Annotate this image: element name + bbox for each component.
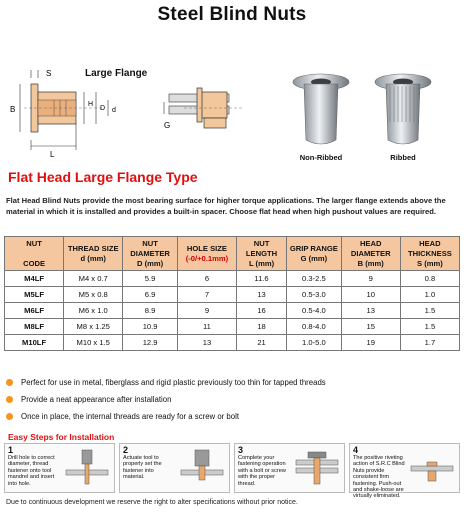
page-title: Steel Blind Nuts (157, 4, 307, 25)
step-3 (234, 443, 345, 493)
table-cell: M10LF (5, 335, 64, 351)
step-4 (349, 443, 460, 500)
table-cell: 8.9 (123, 303, 178, 319)
list-item (6, 391, 462, 408)
step-2 (119, 443, 230, 493)
dim-b-label: B (10, 105, 16, 114)
dim-h-label: H (88, 101, 94, 108)
dim-l-label: L (50, 150, 55, 159)
table-cell: 6 (177, 271, 236, 287)
table-cell: 7 (177, 287, 236, 303)
flange-label: Large Flange (85, 68, 148, 79)
table-cell: 0.5-3.0 (287, 287, 342, 303)
table-cell: 13 (177, 335, 236, 351)
dim-s-label: S (46, 69, 52, 78)
table-cell: 9 (177, 303, 236, 319)
table-cell: 9 (341, 271, 400, 287)
table-cell: 13 (237, 287, 287, 303)
footer-disclaimer: Due to continuous development we reserve the right to alter specifications without prior notice. (6, 499, 298, 506)
table-cell: M5LF (5, 287, 64, 303)
table-cell: 11.6 (237, 271, 287, 287)
table-row (5, 271, 460, 287)
table-cell: M4 x 0.7 (64, 271, 123, 287)
step-number: 2 (123, 445, 129, 455)
table-row (5, 319, 460, 335)
header-nut-length: NUT LENGTH L (mm) (237, 237, 287, 271)
list-item-text: Once in place, the internal threads are ready for a screw or bolt (21, 412, 239, 421)
dim-g-label: G (164, 121, 171, 130)
step-text: Drill hole to correct diameter, thread fastener onto tool mandrel and insert into hole. (8, 455, 55, 487)
bolt-step-icon (292, 448, 342, 490)
step-number: 3 (238, 445, 244, 455)
list-item-text: Perfect for use in metal, fiberglass and rigid plastic previously too thin for tapped threads (21, 378, 326, 387)
dim-dd-label: d (112, 107, 116, 114)
table-row (5, 335, 460, 351)
table-cell: M4LF (5, 271, 64, 287)
table-row (5, 303, 460, 319)
bullet-dot-icon (6, 413, 13, 420)
bullet-dot-icon (6, 379, 13, 386)
table-cell: M6 x 1.0 (64, 303, 123, 319)
step-text: The positive riveting action of S.R.C Blind Nuts provide consistent firm fastening. Push-out and shake-loose are virtually eliminated. (353, 455, 405, 500)
drill-step-icon (62, 448, 112, 490)
table-cell: 11 (177, 319, 236, 335)
actuate-step-icon (177, 448, 227, 490)
table-cell: 18 (237, 319, 287, 335)
table-row (5, 287, 460, 303)
header-grip-range: GRIP RANGE G (mm) (287, 237, 342, 271)
header-head-diameter: HEAD DIAMETER B (mm) (341, 237, 400, 271)
spec-table (4, 236, 460, 351)
table-cell: 0.3-2.5 (287, 271, 342, 287)
header-nut-code: NUT CODE (5, 237, 64, 271)
table-cell: M8 x 1.25 (64, 319, 123, 335)
description-text: Flat Head Blind Nuts provide the most bearing surface for higher torque applications. The larger flange extends above the material in which it is installed and provides a built-in spacer. Choose flat head when high pushout values are required. (6, 196, 446, 217)
table-cell: 5.9 (123, 271, 178, 287)
table-cell: 15 (341, 319, 400, 335)
header-nut-diameter: NUT DIAMETER D (mm) (123, 237, 178, 271)
feature-list (6, 374, 462, 425)
table-cell: M10 x 1.5 (64, 335, 123, 351)
table-cell: 16 (237, 303, 287, 319)
section-title: Flat Head Large Flange Type (8, 169, 198, 185)
list-item (6, 408, 462, 425)
table-cell: 0.8-4.0 (287, 319, 342, 335)
list-item (6, 374, 462, 391)
installation-steps (4, 443, 460, 500)
table-cell: M6LF (5, 303, 64, 319)
step-text: Actuate tool to properly set the fastener into material. (123, 455, 162, 481)
table-cell: 1.0 (400, 287, 459, 303)
table-cell: 21 (237, 335, 287, 351)
ribbed-nut-image (368, 70, 438, 150)
table-cell: 12.9 (123, 335, 178, 351)
table-cell: 1.0-5.0 (287, 335, 342, 351)
step-number: 1 (8, 445, 14, 455)
header-hole-size: HOLE SIZE (-0/+0.1mm) (177, 237, 236, 271)
step-text: Complete your fastening operation with a bolt or screw with the proper thread. (238, 455, 286, 487)
table-cell: M5 x 0.8 (64, 287, 123, 303)
table-cell: 1.7 (400, 335, 459, 351)
steps-title: Easy Steps for Installation (8, 432, 115, 442)
dim-d-label: D (100, 105, 106, 112)
table-cell: 6.9 (123, 287, 178, 303)
table-cell: 13 (341, 303, 400, 319)
non-ribbed-caption: Non-Ribbed (299, 153, 343, 162)
table-cell: 10.9 (123, 319, 178, 335)
table-header-row (5, 237, 460, 271)
table-cell: 0.5-4.0 (287, 303, 342, 319)
fastened-step-icon (407, 448, 457, 490)
table-cell: 1.5 (400, 319, 459, 335)
table-cell: 19 (341, 335, 400, 351)
step-1 (4, 443, 115, 493)
header-head-thickness: HEAD THICKNESS S (mm) (400, 237, 459, 271)
step-number: 4 (353, 445, 359, 455)
ribbed-caption: Ribbed (390, 153, 416, 162)
table-cell: 1.5 (400, 303, 459, 319)
table-cell: M8LF (5, 319, 64, 335)
list-item-text: Provide a neat appearance after installation (21, 395, 172, 404)
bullet-dot-icon (6, 396, 13, 403)
non-ribbed-nut-image (286, 70, 356, 150)
table-cell: 10 (341, 287, 400, 303)
table-cell: 0.8 (400, 271, 459, 287)
header-thread-size: THREAD SIZE d (mm) (64, 237, 123, 271)
